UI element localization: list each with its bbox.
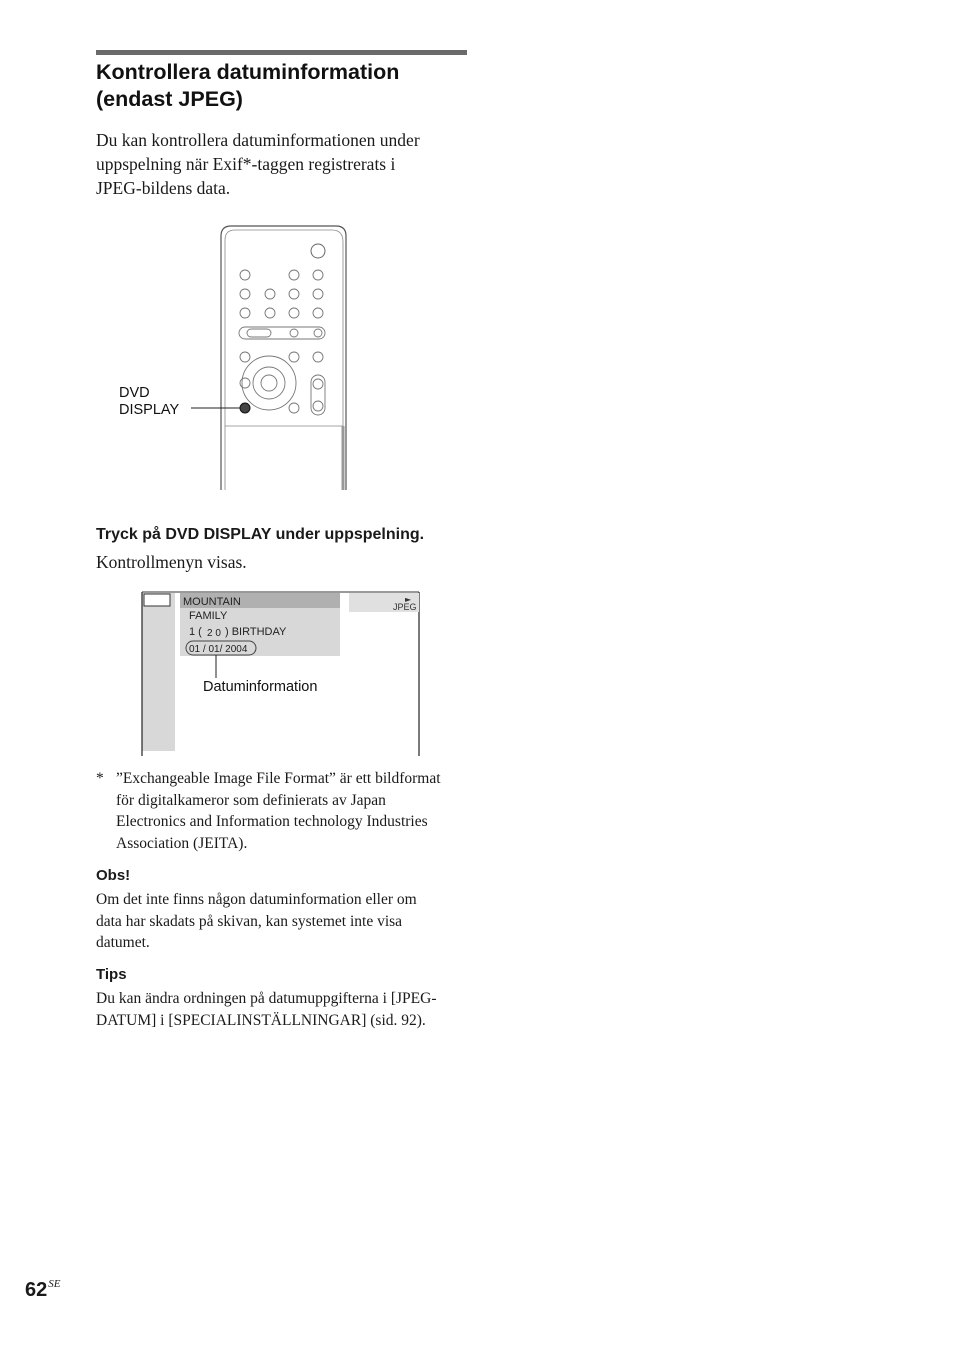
remote-button — [240, 352, 250, 362]
step-result: Kontrollmenyn visas. — [96, 552, 247, 572]
remote-button — [289, 308, 299, 318]
remote-button — [289, 403, 299, 413]
intro-line-1: Du kan kontrollera datuminformationen under — [96, 130, 420, 150]
tips-heading: Tips — [96, 966, 127, 983]
navigation-enter-button — [261, 375, 277, 391]
control-menu-screen — [140, 590, 430, 760]
footnote — [96, 768, 468, 854]
note-heading: Obs! — [96, 867, 131, 884]
remote-button — [240, 308, 250, 318]
transport-button — [290, 329, 298, 337]
section-title — [96, 59, 476, 113]
remote-button — [313, 289, 323, 299]
remote-button — [240, 270, 250, 280]
heading-rule — [96, 50, 467, 55]
screen-left-panel — [142, 593, 175, 751]
volume-rocker — [311, 375, 325, 415]
remote-button — [240, 378, 250, 388]
transport-button — [314, 329, 322, 337]
folder-name: FAMILY — [189, 610, 228, 622]
dvd-display-label-line-1: DVD — [119, 385, 150, 401]
navigation-ring-inner — [253, 367, 285, 399]
remote-button — [265, 308, 275, 318]
remote-inner-outline — [225, 230, 343, 490]
footnote-marker: * — [96, 770, 104, 787]
remote-button — [265, 289, 275, 299]
note-body — [96, 889, 468, 954]
intro-paragraph — [96, 128, 476, 200]
remote-button — [289, 352, 299, 362]
format-label: JPEG — [393, 602, 417, 612]
intro-line-3: JPEG-bildens data. — [96, 178, 231, 198]
remote-button — [240, 289, 250, 299]
remote-button — [313, 270, 323, 280]
page-number — [25, 1278, 60, 1302]
note-line-3: datumet. — [96, 934, 150, 951]
screen-control-box — [144, 594, 170, 606]
intro-line-2: uppspelning när Exif*-taggen registrerats i — [96, 154, 396, 174]
tips-line-1: Du kan ändra ordningen på datumuppgifterna i [JPEG- — [96, 990, 437, 1007]
transport-play-button — [247, 329, 271, 337]
callout-label: Datuminformation — [203, 679, 318, 695]
footnote-line-3: Electronics and Information technology Industries — [116, 813, 428, 830]
footnote-line-4: Association (JEITA). — [116, 834, 248, 852]
date-value: 01 / 01/ 2004 — [189, 644, 248, 655]
note-line-2: data har skadats på skivan, kan systemet inte visa — [96, 912, 403, 930]
dvd-display-button — [240, 403, 250, 413]
tips-line-2: DATUM] i [SPECIALINSTÄLLNINGAR] (sid. 92). — [96, 1011, 426, 1029]
file-count: 2 0 — [207, 628, 221, 639]
remote-button — [313, 352, 323, 362]
section-title-line-2: (endast JPEG) — [96, 87, 243, 111]
step-instruction: Tryck på DVD DISPLAY under uppspelning. — [96, 526, 425, 543]
volume-down-button — [313, 401, 323, 411]
section-title-line-1: Kontrollera datuminformation — [96, 60, 400, 84]
dvd-display-label-line-2: DISPLAY — [119, 402, 180, 418]
volume-up-button — [313, 379, 323, 389]
page-number-value: 62 — [25, 1279, 48, 1301]
play-indicator-icon: ► — [405, 595, 412, 604]
remote-control-illustration — [110, 222, 350, 492]
power-button — [311, 244, 325, 258]
file-name: ) BIRTHDAY — [225, 626, 287, 638]
album-name: MOUNTAIN — [183, 596, 241, 608]
note-line-1: Om det inte finns någon datuminformation eller om — [96, 891, 417, 908]
remote-button — [313, 308, 323, 318]
remote-button — [289, 289, 299, 299]
footnote-line-2: för digitalkameror som definierats av Japan — [116, 791, 386, 809]
footnote-line-1: ”Exchangeable Image File Format” är ett bildformat — [116, 770, 441, 787]
remote-button — [289, 270, 299, 280]
page-number-suffix: SE — [48, 1278, 61, 1290]
file-prefix: 1 ( — [189, 626, 202, 638]
tips-body — [96, 988, 468, 1031]
